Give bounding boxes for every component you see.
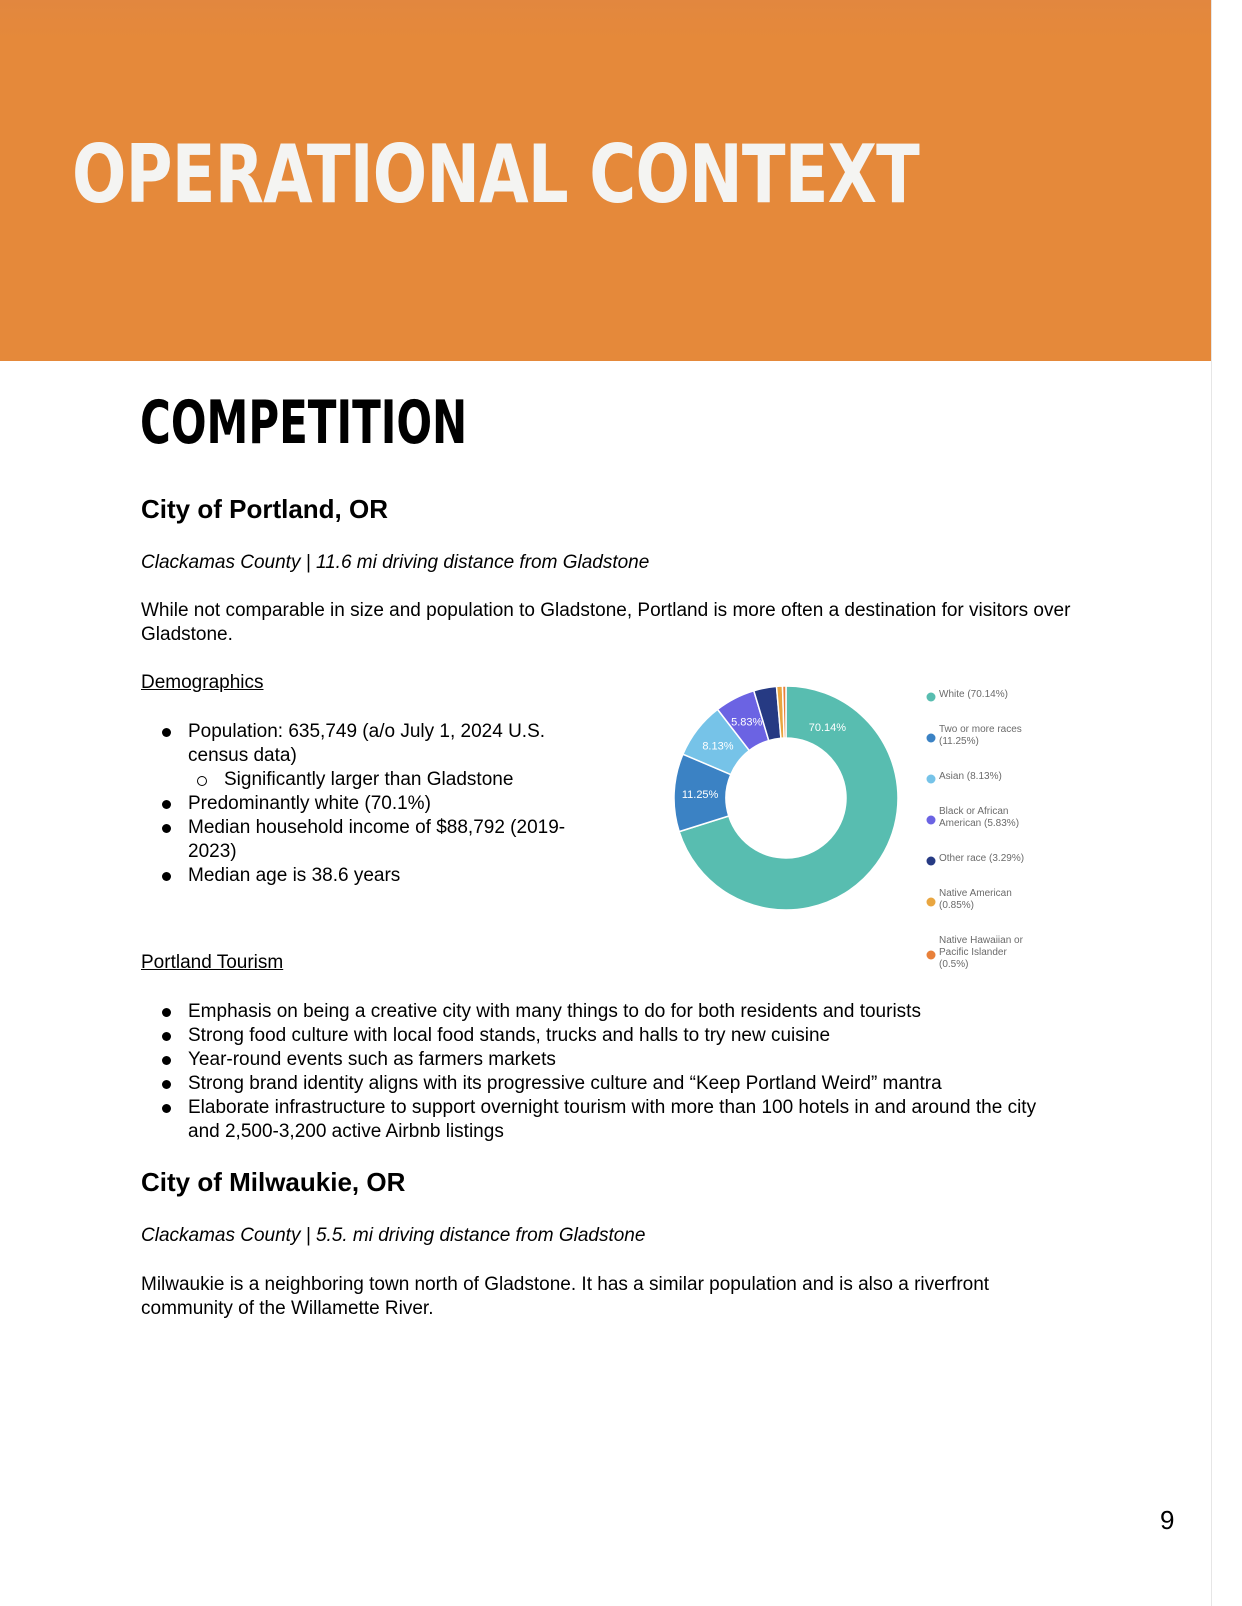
banner-title: OPERATIONAL CONTEXT <box>72 128 920 221</box>
legend-swatch <box>927 734 936 743</box>
donut-data-label: 70.14% <box>808 722 847 735</box>
legend-swatch <box>927 951 936 960</box>
legend-swatch <box>927 857 936 866</box>
legend-swatch <box>927 775 936 784</box>
donut-data-label: 8.13% <box>702 740 734 753</box>
page-number: 9 <box>1160 1505 1175 1535</box>
legend-label: Black or African <box>939 806 1009 817</box>
header-banner <box>0 0 1211 361</box>
list-item: Significantly larger than Gladstone <box>141 768 581 792</box>
legend-label: Pacific Islander <box>939 947 1007 958</box>
donut-data-label: 11.25% <box>681 788 719 801</box>
portland-meta: Clackamas County | 11.6 mi driving distance from Gladstone <box>141 552 650 573</box>
legend-label: American (5.83%) <box>939 818 1020 829</box>
legend-label: (0.85%) <box>939 900 975 911</box>
portland-intro: While not comparable in size and population to Gladstone, Portland is more often a destination for visitors over Gladstone. <box>141 600 1071 645</box>
legend-label: Native Hawaiian or <box>939 935 1023 946</box>
list-item: Population: 635,749 (a/o July 1, 2024 U.S. census data) <box>141 720 581 768</box>
demographics-heading: Demographics <box>141 672 264 693</box>
legend-label: Asian (8.13%) <box>939 771 1002 782</box>
section-title: COMPETITION <box>140 388 468 458</box>
legend-label: (11.25%) <box>939 736 979 747</box>
list-item: Strong brand identity aligns with its progressive culture and “Keep Portland Weird” mantra <box>141 1072 1051 1096</box>
donut-data-label: 5.83% <box>731 716 763 729</box>
tourism-heading: Portland Tourism <box>141 952 284 973</box>
legend-label: Other race (3.29%) <box>939 853 1025 864</box>
milwaukie-heading: City of Milwaukie, OR <box>141 1167 406 1197</box>
portland-heading: City of Portland, OR <box>141 494 388 524</box>
demographics-donut-chart <box>666 680 1046 970</box>
legend-label: Two or more races <box>939 724 1022 735</box>
list-item: Year-round events such as farmers markets <box>141 1048 1051 1072</box>
list-item: Median household income of $88,792 (2019-2023) <box>141 816 581 864</box>
milwaukie-meta: Clackamas County | 5.5. mi driving distance from Gladstone <box>141 1225 646 1246</box>
list-item: Elaborate infrastructure to support overnight tourism with more than 100 hotels in and around the city and 2,500-3,200 active Airbnb listings <box>141 1096 1051 1144</box>
legend-label: White (70.14%) <box>939 689 1008 700</box>
list-item: Emphasis on being a creative city with many things to do for both residents and tourists <box>141 1000 1051 1024</box>
legend-swatch <box>927 816 936 825</box>
legend-label: Native American <box>939 888 1012 899</box>
demographics-list <box>141 720 581 888</box>
milwaukie-intro: Milwaukie is a neighboring town north of Gladstone. It has a similar population and is also a riverfront community of the Willamette River. <box>141 1274 990 1319</box>
page-edge-divider <box>1211 0 1212 1606</box>
list-item: Predominantly white (70.1%) <box>141 792 581 816</box>
list-item: Strong food culture with local food stands, trucks and halls to try new cuisine <box>141 1024 1051 1048</box>
list-item: Median age is 38.6 years <box>141 864 581 888</box>
legend-swatch <box>927 693 936 702</box>
tourism-list <box>141 1000 1051 1144</box>
legend-label: (0.5%) <box>939 959 969 970</box>
legend-swatch <box>927 898 936 907</box>
